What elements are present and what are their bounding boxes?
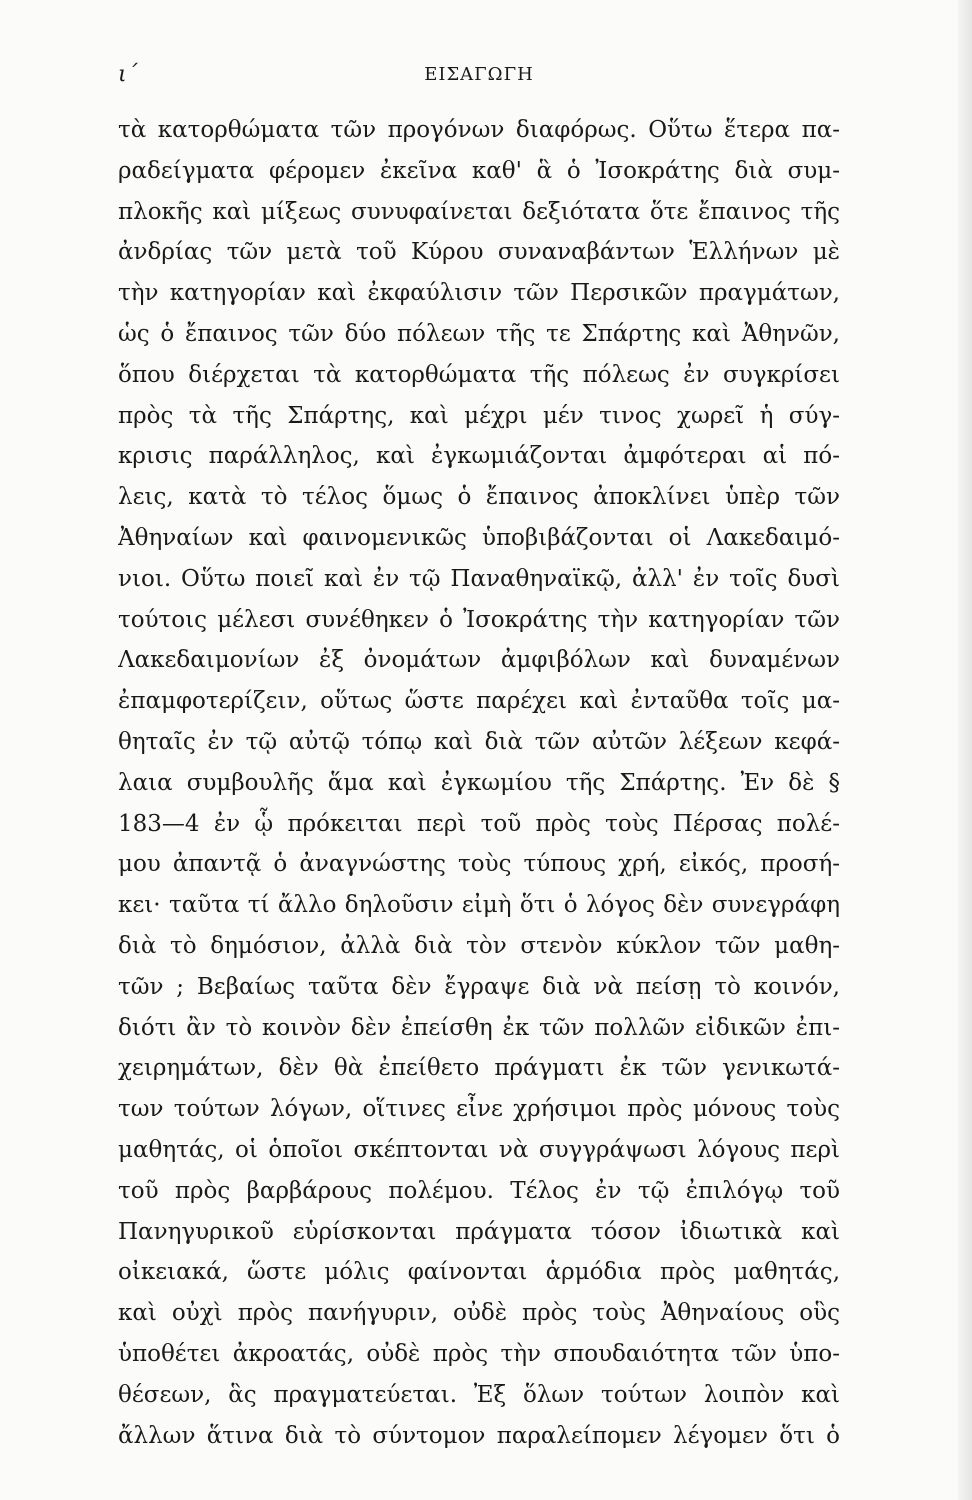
text-line: καὶ οὐχὶ πρὸς πανήγυριν, οὐδὲ πρὸς τοὺς Ἀθηναίους οὓς xyxy=(118,1300,840,1327)
text-line: διότι ἂν τὸ κοινὸν δὲν ἐπείσθη ἐκ τῶν πολλῶν εἰδικῶν ἐπι- xyxy=(118,1014,840,1041)
text-line: λεις, κατὰ τὸ τέλος ὅμως ὁ ἔπαινος ἀποκλίνει ὑπὲρ τῶν xyxy=(118,484,840,511)
text-line: χειρημάτων, δὲν θὰ ἐπείθετο πράγματι ἐκ τῶν γενικωτά- xyxy=(118,1055,840,1082)
text-line: οἰκειακά, ὥστε μόλις φαίνονται ἁρμόδια πρὸς μαθητάς, xyxy=(118,1259,840,1286)
page-edge-shadow xyxy=(958,0,972,1500)
text-line: ἀνδρίας τῶν μετὰ τοῦ Κύρου συναναβάντων Ἑλλήνων μὲ xyxy=(118,239,840,266)
text-line: νιοι. Οὕτω ποιεῖ καὶ ἐν τῷ Παναθηναϊκῷ, ἀλλ' ἐν τοῖς δυσὶ xyxy=(118,565,840,592)
text-line: Πανηγυρικοῦ εὑρίσκονται πράγματα τόσον ἰδιωτικὰ καὶ xyxy=(118,1218,840,1245)
text-line: τὴν κατηγορίαν καὶ ἐκφαύλισιν τῶν Περσικῶν πραγμάτων, xyxy=(118,280,840,307)
text-line: τούτοις μέλεσι συνέθηκεν ὁ Ἰσοκράτης τὴν κατηγορίαν τῶν xyxy=(118,606,840,633)
text-line: πλοκῆς καὶ μίξεως συνυφαίνεται δεξιότατα ὅτε ἔπαινος τῆς xyxy=(118,198,840,225)
text-line: ραδείγματα φέρομεν ἐκεῖνα καθ' ἃ ὁ Ἰσοκράτης διὰ συμ- xyxy=(118,157,840,184)
page-header xyxy=(118,62,840,92)
text-line: Λακεδαιμονίων ἐξ ὀνομάτων ἀμφιβόλων καὶ δυναμένων xyxy=(118,647,840,674)
text-line: ὑποθέτει ἀκροατάς, οὐδὲ πρὸς τὴν σπουδαιότητα τῶν ὑπο- xyxy=(118,1340,840,1367)
text-line: θηταῖς ἐν τῷ αὐτῷ τόπῳ καὶ διὰ τῶν αὐτῶν λέξεων κεφά- xyxy=(118,728,840,755)
text-line: Ἀθηναίων καὶ φαινομενικῶς ὑποβιβάζονται οἱ Λακεδαιμό- xyxy=(118,524,840,551)
text-line: ἐπαμφοτερίζειν, οὕτως ὥστε παρέχει καὶ ἐνταῦθα τοῖς μα- xyxy=(118,688,840,715)
page-number: ι΄ xyxy=(118,62,138,87)
text-line: ὅπου διέρχεται τὰ κατορθώματα τῆς πόλεως ἐν συγκρίσει xyxy=(118,361,840,388)
text-line: τῶν ; Βεβαίως ταῦτα δὲν ἔγραψε διὰ νὰ πείσῃ τὸ κοινόν, xyxy=(118,973,840,1000)
text-line: των τούτων λόγων, οἵτινες εἶνε χρήσιμοι πρὸς μόνους τοὺς xyxy=(118,1096,840,1123)
text-line: 183—4 ἐν ᾧ πρόκειται περὶ τοῦ πρὸς τοὺς Πέρσας πολέ- xyxy=(118,810,840,837)
text-line: διὰ τὸ δημόσιον, ἀλλὰ διὰ τὸν στενὸν κύκλον τῶν μαθη- xyxy=(118,932,840,959)
text-line: λαια συμβουλῆς ἅμα καὶ ἐγκωμίου τῆς Σπάρτης. Ἐν δὲ § xyxy=(118,769,840,796)
text-line: μου ἀπαντᾷ ὁ ἀναγνώστης τοὺς τύπους χρή, εἰκός, προσή- xyxy=(118,851,840,878)
text-line: τὰ κατορθώματα τῶν προγόνων διαφόρως. Οὕτω ἕτερα πα- xyxy=(118,117,840,143)
text-line: κρισις παράλληλος, καὶ ἐγκωμιάζονται ἀμφότεραι αἱ πό- xyxy=(118,443,840,470)
running-title: ΕΙΣΑΓΩΓΗ xyxy=(424,64,534,85)
text-line: κει· ταῦτα τί ἄλλο δηλοῦσιν εἰμὴ ὅτι ὁ λόγος δὲν συνεγράφη xyxy=(118,892,840,919)
text-line: θέσεων, ἃς πραγματεύεται. Ἐξ ὅλων τούτων λοιπὸν καὶ xyxy=(118,1381,840,1408)
text-line: ἄλλων ἅτινα διὰ τὸ σύντομον παραλείπομεν λέγομεν ὅτι ὁ xyxy=(118,1422,840,1449)
text-line: τοῦ πρὸς βαρβάρους πολέμου. Τέλος ἐν τῷ ἐπιλόγῳ τοῦ xyxy=(118,1177,840,1204)
text-line: ὡς ὁ ἔπαινος τῶν δύο πόλεων τῆς τε Σπάρτης καὶ Ἀθηνῶν, xyxy=(118,320,840,347)
text-line: πρὸς τὰ τῆς Σπάρτης, καὶ μέχρι μέν τινος χωρεῖ ἡ σύγ- xyxy=(118,402,840,429)
body-text xyxy=(118,110,840,1456)
text-line: μαθητάς, οἱ ὁποῖοι σκέπτονται νὰ συγγράψωσι λόγους περὶ xyxy=(118,1136,840,1163)
